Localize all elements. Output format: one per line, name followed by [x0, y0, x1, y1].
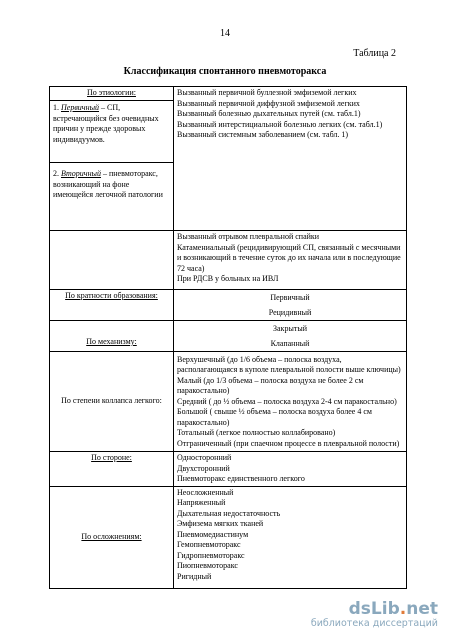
mechanism-value: Клапанный — [270, 339, 310, 348]
frequency-values-cell — [174, 289, 407, 320]
side-line: Односторонний — [177, 453, 232, 462]
collapse-line: Малый (до 1/3 объема – полоска воздуха не более 2 см паракостально) — [177, 375, 364, 395]
primary-term: Первичный — [61, 103, 100, 112]
complication-line: Гемопневмоторакс — [177, 540, 241, 549]
mechanism-row — [50, 320, 407, 351]
primary-etiology-cell — [174, 87, 407, 231]
etiology-header-row — [50, 87, 407, 101]
secondary-def-cell: 2. Вторичный – пневмоторакс, возникающий на фоне имеющейся легочной патологии — [50, 163, 174, 231]
mechanism-header: По механизму: — [86, 337, 137, 346]
collapse-line: Отграниченный (при спаечном процессе в плевральной полости) — [177, 438, 400, 448]
complication-line: Пневмомедиастинум — [177, 529, 249, 539]
complication-line: Напряженный — [177, 498, 226, 507]
frequency-value: Первичный — [270, 292, 310, 302]
collapse-header-cell — [50, 351, 174, 452]
frequency-header: По кратности образования: — [65, 290, 158, 300]
collapse-line: Верхушечный (до 1/6 объема – полоска воздуха, располагающаяся в куполе плевральной полости выше ключицы) — [177, 354, 401, 374]
complication-line: Пиопневмоторакс — [177, 561, 238, 570]
complications-header-cell — [50, 486, 174, 589]
complication-line: Эмфизема мягких тканей — [177, 519, 264, 528]
secondary-etiology-cell — [174, 231, 407, 290]
side-line: Двухсторонний — [177, 463, 230, 473]
collapse-header: По степени коллапса легкого: — [61, 396, 162, 405]
complications-row — [50, 486, 407, 589]
complication-line: Неосложненный — [177, 487, 234, 497]
complication-line: Гидропневмоторакс — [177, 550, 245, 560]
primary-line: Вызванный интерстициальной болезнью легких (см. табл.1) — [177, 119, 383, 129]
primary-line: Вызванный первичной буллезной эмфиземой легких — [177, 88, 357, 97]
primary-line: Вызванный болезнью дыхательных путей (см. табл.1) — [177, 109, 361, 118]
secondary-line: Катамениальный (рецидивирующий СП, связанный с месячными и возникающий в течение суток до их начала или в последующие 72 часа) — [177, 242, 401, 273]
primary-definition: – СП, встречающийся без очевидных причин у прежде здоровых индивидуумов. — [53, 103, 159, 144]
watermark-logo: dsLib.net — [348, 599, 438, 619]
collapse-values-cell — [174, 351, 407, 452]
frequency-row — [50, 289, 407, 320]
table-label: Таблица 2 — [353, 48, 396, 59]
frequency-header-cell — [50, 289, 174, 320]
complication-line: Дыхательная недостаточность — [177, 508, 281, 518]
secondary-line: При РДСВ у больных на ИВЛ — [177, 274, 279, 283]
complications-values-cell — [174, 486, 407, 589]
secondary-spacer — [50, 231, 174, 290]
frequency-value: Рецидивный — [268, 308, 312, 317]
mechanism-header-cell — [50, 320, 174, 351]
collapse-row — [50, 351, 407, 452]
secondary-definition: – пневмоторакс, возникающий на фоне имеющейся легочной патологии — [53, 169, 163, 199]
side-header-cell — [50, 452, 174, 487]
mechanism-value: Закрытый — [273, 323, 307, 333]
side-row — [50, 452, 407, 487]
secondary-line: Вызванный отрывом плевральной спайки — [177, 232, 320, 241]
secondary-term: Вторичный — [61, 169, 101, 178]
collapse-line: Большой ( свыше ½ объема – полоска воздуха более 4 см паракостально) — [177, 407, 372, 427]
classification-table — [49, 86, 407, 589]
primary-def-cell: 1. Первичный – СП, встречающийся без очевидных причин у прежде здоровых индивидуумов. — [50, 101, 174, 163]
watermark — [311, 600, 438, 629]
collapse-line: Средний ( до ½ объема – полоска воздуха 2-4 см паракостально) — [177, 396, 397, 406]
mechanism-values-cell — [174, 320, 407, 351]
side-line: Пневмоторакс единственного легкого — [177, 474, 305, 483]
etiology-header-cell — [50, 87, 174, 101]
primary-line: Вызванный системным заболеванием (см. табл. 1) — [177, 130, 349, 139]
collapse-line: Тотальный (легкое полностью коллабировано) — [177, 428, 336, 437]
page-number: 14 — [220, 28, 230, 39]
primary-line: Вызванный первичной диффузной эмфиземой легких — [177, 98, 360, 108]
secondary-lines-row — [50, 231, 407, 290]
complications-header: По осложнениям: — [81, 532, 142, 541]
etiology-header: По этиологии: — [87, 88, 136, 97]
watermark-subtitle: библиотека диссертаций — [310, 618, 438, 629]
side-header: По стороне: — [91, 453, 132, 462]
table-title: Классификация спонтанного пневмоторакса — [123, 66, 327, 77]
side-values-cell — [174, 452, 407, 487]
complication-line: Ригидный — [177, 571, 212, 581]
